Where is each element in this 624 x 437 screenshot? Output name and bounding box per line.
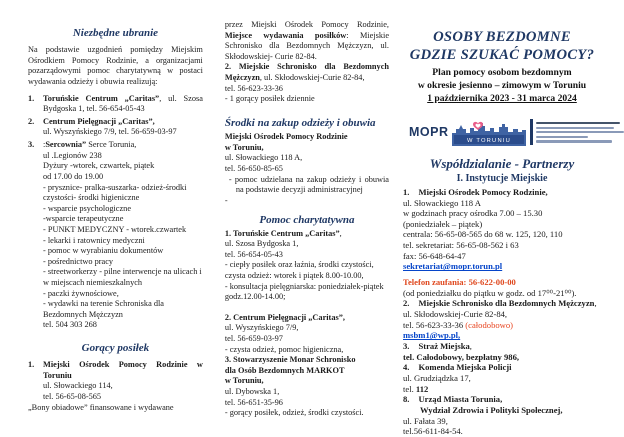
- detail-line: w godzinach pracy ośrodka 7.00 – 15.30: [403, 208, 543, 219]
- org-name: Miejski Ośrodek Pomocy Rodzinie w Toruniu: [43, 360, 203, 380]
- subtitle-line-1: Plan pomocy osobom bezdomnym: [432, 67, 572, 79]
- clothing-intro: Na podstawie uzgodnień pomiędzy Miejskim Ośrodkiem Pomocy Rodzinie, a organizacjami pozarządowymi pomoc charytatywną w postaci wydawania odzieży i obuwia realizują:: [28, 45, 203, 87]
- service-note: - konsultacja pielęgniarska: poniedziałek-piątek godz.12.00-14.00;: [224, 281, 384, 302]
- detail-line: ul. Słowackiego 118 A: [403, 197, 481, 208]
- open-24h-note: (całodobowo): [465, 319, 514, 330]
- detail-line: - prysznice- pralka-suszarka- odzież-środki czystości- środki higieniczne: [43, 182, 187, 203]
- charity-entry-3: 3. Stowarzyszenie Monar Schronisko: [224, 355, 356, 365]
- mopr-email-link[interactable]: sekretariat@mopr.torun.pl: [403, 261, 503, 272]
- mopr-logo: [409, 119, 601, 146]
- detail-line: - lekarki i ratownicy medyczni: [43, 235, 145, 245]
- detail-line: od 17.00 do 19.00: [43, 171, 104, 181]
- date-range: 1 października 2023 - 31 marca 2024: [427, 93, 577, 105]
- detail-line: tel. 56-65-08-565: [43, 392, 102, 402]
- partner-entry-4: 4. Komenda Miejska Policji: [403, 362, 512, 373]
- service-note: - ciepły posiłek oraz łaźnia, środki czystości, czysta odzież: wtorek i piątek 8.00-10.00,: [224, 260, 374, 280]
- org-address: ul. Szosa Bydgoska 1,: [224, 239, 299, 249]
- org-phone: tel. 56-659-03-97: [224, 334, 283, 343]
- detail-line: - streetworkerzy - pilne interwencje na ulicach i w miejscach niemieszkalnych: [43, 267, 202, 287]
- title-line-1: OSOBY BEZDOMNE: [433, 29, 571, 45]
- partner-entry-3: 3. Straż Miejska,: [403, 341, 472, 352]
- shelter-email-link[interactable]: msbm1@wp.pl,: [403, 330, 461, 341]
- detail-line: tel. sekretariat: 56-65-08-562 i 63: [403, 240, 519, 251]
- detail-line: tel.56-611-84-54.: [403, 426, 463, 437]
- meal-voucher-note: „Bony obiadowe” finansowane i wydawane: [28, 402, 174, 412]
- brochure-title: [403, 28, 601, 64]
- detail-line: fax: 56-648-64-47: [403, 250, 466, 261]
- column-right: [403, 18, 601, 437]
- org-name: Toruńskie Centrum „Caritas”: [43, 93, 160, 103]
- emergency-number: 112: [415, 383, 429, 394]
- detail-line: tel. 504 303 268: [43, 320, 97, 330]
- service-note: - gorący posiłek, odzież, środki czystości.: [224, 408, 364, 418]
- org-address: ul. Dybowska 1,: [224, 387, 280, 397]
- org-name: Centrum Pielęgnacji „Caritas”,: [43, 116, 155, 126]
- org-name: Miejski Ośrodek Pomocy Rodzinie: [224, 132, 348, 142]
- org-city: w Toruniu,: [224, 142, 264, 152]
- detail-line: - paczki żywnościowe,: [43, 288, 119, 298]
- fine-print-line: [536, 131, 624, 133]
- org-name-line: :Sercownia” Serce Torunia,: [43, 140, 137, 150]
- charity-entry-2: 2. Centrum Pielęgnacji „Caritas”,: [224, 312, 345, 322]
- detail-line: - wydawki na terenie Schroniska dla Bezdomnych Mężczyzn: [43, 299, 164, 319]
- detail-line: tel. 56-623-33-36 (całodobowo): [403, 319, 514, 330]
- org-phone: tel. 56-650-85-65: [224, 163, 283, 173]
- heading-partners: Współdzialanie - Partnerzy: [429, 155, 575, 171]
- partner-entry-2: 2. Miejskie Schronisko dla Bezdomnych Mężczyzn,: [403, 298, 597, 309]
- charity-entry-3-line2: dla Osób Bezdomnych MARKOT: [224, 365, 345, 375]
- torun-skyline-icon: [451, 119, 527, 146]
- org-details: ul. Wyszyńskiego 7/9, tel. 56-659-03-97: [43, 127, 177, 137]
- stray-dash: -: [224, 195, 228, 205]
- charity-entry-1: 1. Toruńskie Centrum „Caritas”,: [224, 228, 342, 238]
- shelter-phone: tel. 56-623-33-36: [224, 83, 283, 93]
- subtitle-line-2: w okresie jesienno – zimowym w Toruniu: [417, 79, 587, 91]
- shelter-entry: 2. Miejskie Schronisko dla Bezdomnych Mężczyzn, ul. Skłodowskiej-Curie 82-84,: [224, 62, 389, 83]
- detail-line: tel. 112: [403, 383, 429, 394]
- detail-line: (poniedziałek – piątek): [403, 218, 483, 229]
- hotline-hours: (od poniedziałku do piątku w godz. od 17⁰⁰-21⁰⁰).: [403, 287, 577, 298]
- logo-banner-text: W TORUNIU: [466, 137, 511, 144]
- org-details: , ul. Szosa Bydgoska 1, tel. 56-654-05-43: [43, 93, 203, 114]
- funds-note: - pomoc udzielana na zakup odzieży i obuwia na podstawie decyzji administracyjnej: [228, 174, 389, 195]
- shelter-note: - 1 gorący posiłek dziennie: [224, 94, 315, 104]
- fine-print-line: [536, 140, 612, 142]
- detail-line: centrala: 56-65-08-565 do 68 w. 125, 120, 110: [403, 229, 563, 240]
- column-left: [28, 18, 203, 428]
- subheading-institutions: I. Instytucje Miejskie: [456, 173, 548, 185]
- list-item-sercownia: [28, 140, 203, 331]
- department-line: Wydział Zdrowia i Polityki Społecznej,: [420, 404, 563, 415]
- mopr-logo-text: MOPR: [409, 124, 449, 139]
- detail-line: ul. Słowackiego 114,: [43, 381, 113, 391]
- list-item-caritas-centre: [28, 94, 203, 115]
- detail-line: -wsparcie terapeutyczne: [43, 214, 124, 224]
- detail-line: - pośrednictwo pracy: [43, 256, 114, 266]
- org-address: ul. Wyszyńskiego 7/9,: [224, 323, 299, 333]
- detail-line: - wsparcie psychologiczne: [43, 203, 132, 213]
- heading-charity: Pomoc charytatywna: [259, 214, 355, 227]
- detail-line: ul. Fałata 39,: [403, 415, 448, 426]
- detail-line: - PUNKT MEDYCZNY - wtorek.czwartek: [43, 224, 187, 234]
- list-number: 1.: [28, 93, 35, 103]
- logo-fine-print: [530, 119, 624, 145]
- detail-line: ul .Legionów 238: [43, 150, 102, 160]
- column-middle: [225, 18, 389, 428]
- heading-funds: Środki na zakup odzieży i obuwia: [224, 116, 376, 129]
- hotline-number: Telefon zaufania: 56-622-00-00: [403, 277, 516, 288]
- list-number: 3.: [28, 140, 35, 150]
- meal-continuation: przez Miejski Ośrodek Pomocy Rodzinie, Miejsce wydawania posiłków: Miejskie Schronisko dla Bezdomnych Mężczyzn, ul. Skłodowskiej- Curie 82-84.: [224, 20, 389, 61]
- detail-line: ul. Skłodowskiej-Curie 82-84,: [403, 309, 508, 320]
- partner-entry-1: 1. Miejski Ośrodek Pomocy Rodzinie,: [403, 186, 548, 197]
- list-number: 2.: [28, 116, 35, 126]
- spacer: [225, 303, 389, 313]
- detail-line: - pomoc w wyrabianiu dokumentów: [43, 246, 164, 256]
- title-line-2: GDZIE SZUKAĆ POMOCY?: [409, 47, 595, 64]
- partner-entry-8: 8. Urząd Miasta Torunia,: [403, 394, 503, 405]
- fine-print-line: [536, 127, 614, 129]
- detail-line: tel. Całodobowy, bezpłatny 986,: [403, 351, 520, 362]
- org-phone: tel. 56-651-35-96: [224, 397, 283, 407]
- heading-hot-meal: Gorący posiłek: [81, 342, 150, 355]
- detail-line: ul. Grudziądzka 17,: [403, 373, 471, 384]
- fine-print-line: [536, 136, 588, 138]
- charity-entry-3-line3: w Toruniu,: [224, 376, 264, 386]
- heading-clothing: Niezbędne ubranie: [72, 27, 159, 39]
- fine-print-line: [536, 122, 620, 124]
- org-address: ul. Słowackiego 118 A,: [224, 153, 303, 163]
- org-phone: tel. 56-654-05-43: [224, 249, 283, 259]
- detail-line: Dyżury -wtorek, czwartek, piątek: [43, 161, 155, 171]
- service-note: - czysta odzież, pomoc higieniczna,: [224, 344, 344, 354]
- list-item-caritas-care: [28, 117, 203, 138]
- list-number: 1.: [28, 360, 35, 370]
- list-item-mopr-meal: [28, 360, 203, 402]
